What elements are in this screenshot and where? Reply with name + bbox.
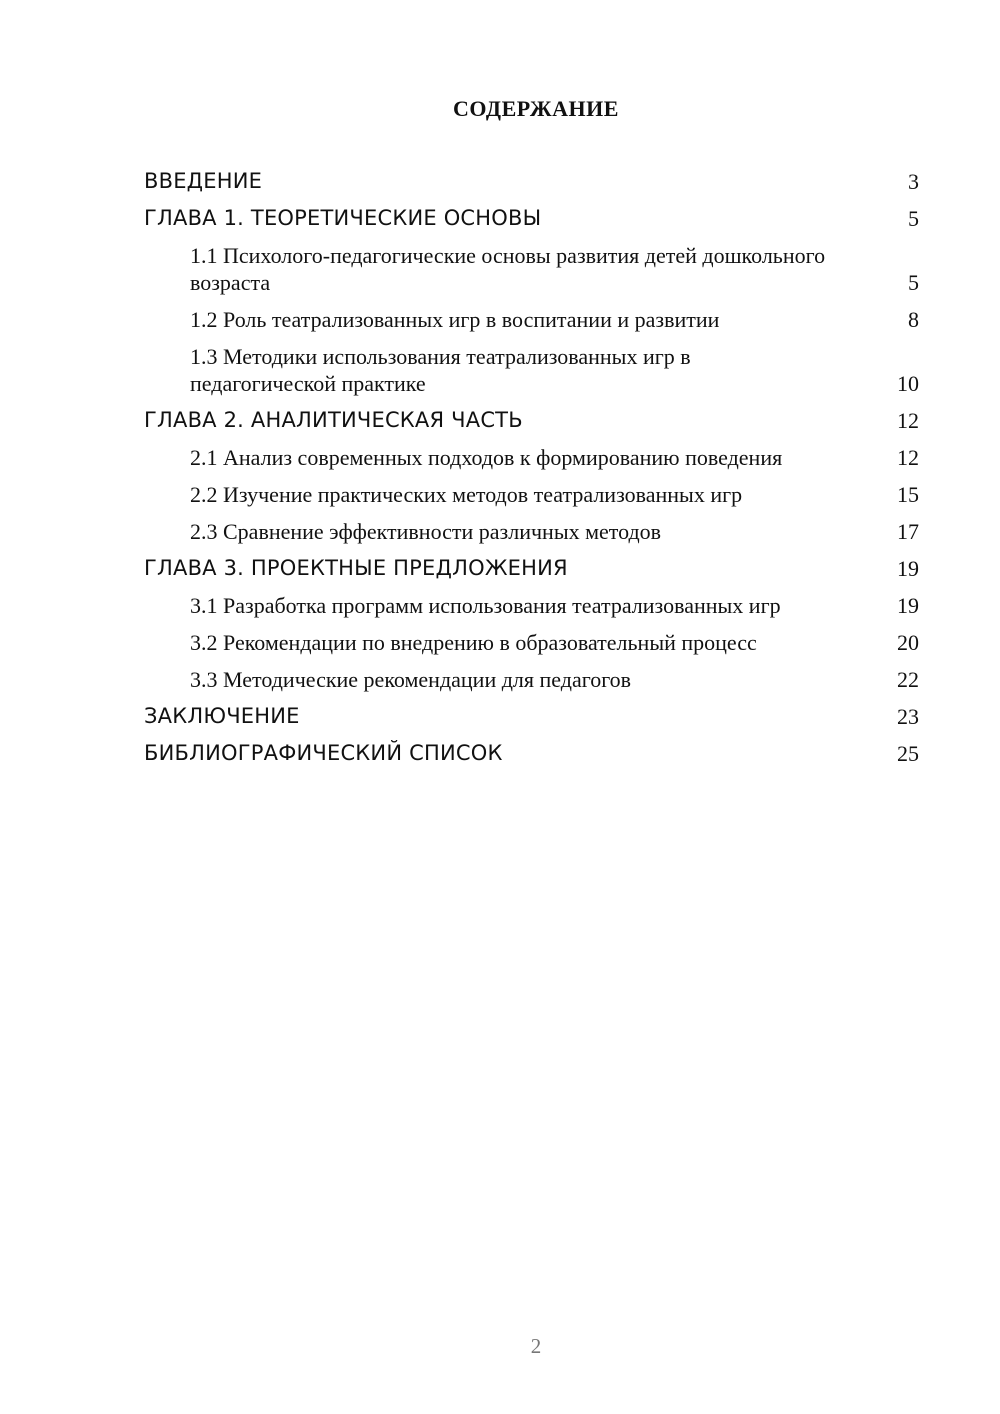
toc-entry-page: 17 bbox=[897, 519, 919, 544]
toc-entry-section-3-2[interactable] bbox=[144, 629, 919, 656]
toc-entry-label: 2.2 Изучение практических методов театрализованных игр bbox=[190, 482, 743, 507]
toc-entry-page: 12 bbox=[897, 408, 919, 433]
toc-entry-chapter-2[interactable] bbox=[144, 407, 919, 434]
toc-entry-label: 2.3 Сравнение эффективности различных методов bbox=[190, 519, 662, 544]
toc-entry-page: 23 bbox=[897, 704, 919, 729]
toc-entry-section-3-1[interactable] bbox=[144, 592, 919, 619]
toc-entry-label: ЗАКЛЮЧЕНИЕ bbox=[144, 704, 300, 728]
toc-entry-page: 10 bbox=[897, 371, 919, 396]
toc-entry-section-1-1[interactable] bbox=[144, 242, 919, 296]
toc-entry-page: 19 bbox=[897, 556, 919, 581]
toc-entry-page: 8 bbox=[908, 307, 919, 332]
toc-title: СОДЕРЖАНИЕ bbox=[453, 96, 619, 121]
toc-entry-label: 1.1 Психолого-педагогические основы развития детей дошкольного возраста bbox=[190, 243, 826, 295]
toc-entry-conclusion[interactable] bbox=[144, 703, 919, 730]
toc-entry-page: 12 bbox=[897, 445, 919, 470]
toc-entry-section-3-3[interactable] bbox=[144, 666, 919, 693]
toc-entry-label: 3.1 Разработка программ использования театрализованных игр bbox=[190, 593, 781, 618]
page-number: 2 bbox=[530, 1334, 542, 1358]
toc-entry-section-1-3[interactable] bbox=[144, 343, 919, 397]
toc-entry-page: 25 bbox=[897, 741, 919, 766]
toc-entry-page: 15 bbox=[897, 482, 919, 507]
table-of-contents bbox=[144, 168, 919, 767]
toc-entry-label: 2.1 Анализ современных подходов к формированию поведения bbox=[190, 445, 783, 470]
toc-entry-page: 5 bbox=[908, 270, 919, 295]
toc-entry-introduction[interactable] bbox=[144, 168, 919, 195]
toc-entry-page: 22 bbox=[897, 667, 919, 692]
toc-entry-label: ГЛАВА 2. АНАЛИТИЧЕСКАЯ ЧАСТЬ bbox=[144, 408, 523, 432]
toc-entry-page: 3 bbox=[908, 169, 919, 194]
toc-entry-chapter-1[interactable] bbox=[144, 205, 919, 232]
toc-entry-label: 3.2 Рекомендации по внедрению в образовательный процесс bbox=[190, 630, 757, 655]
toc-entry-label: ГЛАВА 3. ПРОЕКТНЫЕ ПРЕДЛОЖЕНИЯ bbox=[144, 556, 568, 580]
toc-entry-label: ВВЕДЕНИЕ bbox=[144, 169, 263, 193]
toc-entry-bibliography[interactable] bbox=[144, 740, 919, 767]
toc-entry-chapter-3[interactable] bbox=[144, 555, 919, 582]
toc-entry-label: 3.3 Методические рекомендации для педагогов bbox=[190, 667, 632, 692]
toc-entry-page: 20 bbox=[897, 630, 919, 655]
toc-entry-section-1-2[interactable] bbox=[144, 306, 919, 333]
toc-entry-page: 19 bbox=[897, 593, 919, 618]
toc-entry-label: ГЛАВА 1. ТЕОРЕТИЧЕСКИЕ ОСНОВЫ bbox=[144, 206, 542, 230]
toc-entry-section-2-3[interactable] bbox=[144, 518, 919, 545]
toc-entry-section-2-1[interactable] bbox=[144, 444, 919, 471]
toc-entry-label: 1.2 Роль театрализованных игр в воспитании и развитии bbox=[190, 307, 720, 332]
toc-entry-section-2-2[interactable] bbox=[144, 481, 919, 508]
toc-entry-page: 5 bbox=[908, 206, 919, 231]
toc-entry-label: БИБЛИОГРАФИЧЕСКИЙ СПИСОК bbox=[144, 741, 503, 765]
toc-entry-label: 1.3 Методики использования театрализованных игр в педагогической практике bbox=[190, 344, 691, 396]
